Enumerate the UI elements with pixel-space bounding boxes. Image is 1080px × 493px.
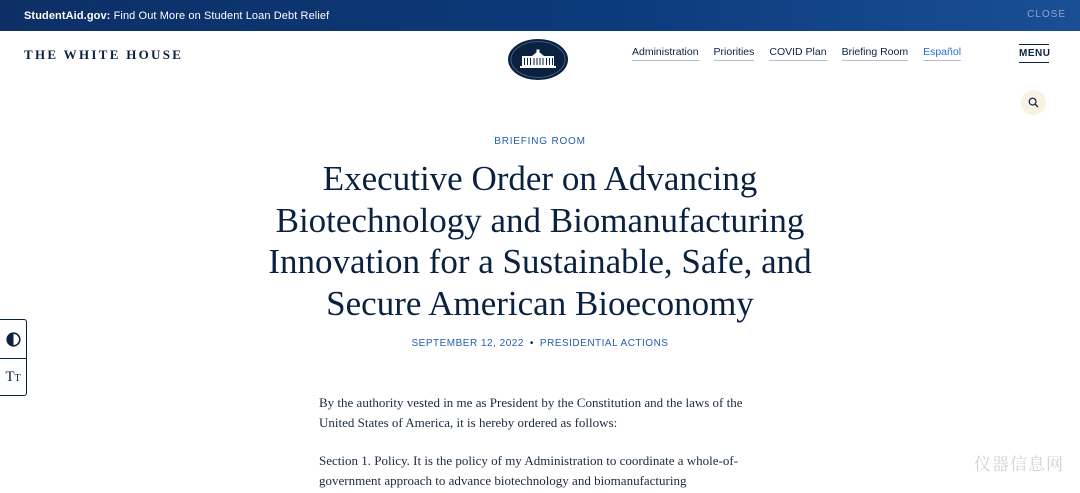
meta-separator: • — [529, 338, 534, 349]
search-button[interactable] — [1021, 90, 1046, 115]
menu-label: MENU — [1019, 48, 1051, 59]
watermark: 仪器信息网 — [974, 455, 1064, 474]
nav-covid-plan[interactable]: COVID Plan — [769, 46, 826, 61]
text-size-icon: TT — [5, 369, 21, 385]
site-wordmark[interactable]: THE WHITE HOUSE — [24, 47, 184, 62]
nav-briefing-room[interactable]: Briefing Room — [842, 46, 909, 61]
contrast-toggle-button[interactable] — [0, 320, 26, 358]
accessibility-tools — [0, 319, 27, 396]
white-house-seal-icon[interactable] — [508, 39, 568, 80]
article-title: Executive Order on Advancing Biotechnology and Biomanufacturing Innovation for a Sustainable, Safe, and Secure American Bioeconomy — [268, 159, 812, 323]
banner-site[interactable]: StudentAid.gov: — [24, 9, 111, 22]
article-date: SEPTEMBER 12, 2022 — [411, 338, 524, 349]
banner-message[interactable] — [24, 10, 329, 22]
menu-bar-bottom — [1019, 62, 1049, 63]
nav-priorities[interactable]: Priorities — [714, 46, 755, 61]
article-meta — [0, 338, 1080, 349]
contrast-icon — [6, 332, 21, 347]
text-size-button[interactable] — [0, 358, 26, 396]
banner-link-text[interactable]: Find Out More on Student Loan Debt Relief — [110, 9, 330, 22]
article-paragraph-2: Section 1. Policy. It is the policy of my Administration to coordinate a whole-of-government approach to advance biotechnology and biomanufacturing — [319, 453, 739, 488]
alert-banner — [0, 0, 1080, 31]
article-kicker[interactable]: BRIEFING ROOM — [494, 136, 586, 147]
banner-close-button[interactable]: CLOSE — [1027, 9, 1066, 20]
article-category[interactable]: PRESIDENTIAL ACTIONS — [539, 338, 669, 349]
menu-bar-top — [1019, 44, 1049, 45]
search-icon — [1028, 97, 1039, 108]
article-paragraph-1: By the authority vested in me as President by the Constitution and the laws of the United States of America, it is hereby ordered as follows: — [319, 395, 743, 430]
nav-espanol[interactable]: Español — [923, 46, 961, 61]
nav-administration[interactable]: Administration — [632, 46, 699, 61]
main-nav — [632, 46, 961, 61]
menu-button[interactable] — [1019, 44, 1049, 64]
